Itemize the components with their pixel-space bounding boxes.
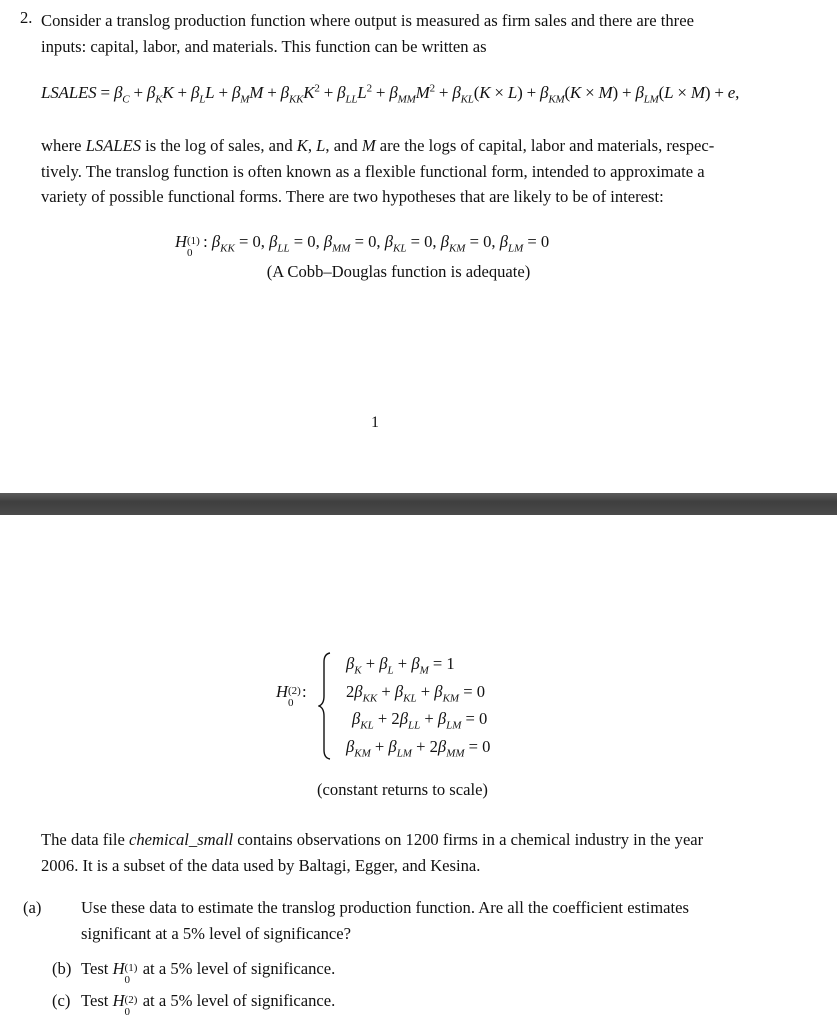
item-c-pre: Test [81, 991, 113, 1010]
data-paragraph [41, 827, 781, 878]
h2-equation-2: $2\beta_{KK} + \beta_{KL} + \beta_{KM} = 0$ [346, 682, 486, 705]
hypothesis-1-caption: (A Cobb–Douglas function is adequate) [266, 262, 531, 281]
hypothesis-2-caption: (constant returns to scale) [317, 780, 488, 799]
where-text: where [41, 136, 86, 155]
item-a-line-2: significant at a 5% level of significance? [81, 923, 351, 943]
page-1 [0, 0, 837, 493]
h2-equation-4: $\beta_{KM} + \beta_{LM} + 2\beta_{MM} = 0$ [346, 737, 491, 760]
k-term: K [296, 136, 308, 155]
h0-1-symbol: H [112, 959, 125, 978]
curly-brace [318, 652, 332, 760]
page-divider [0, 493, 837, 515]
where-text: are the logs of capital, labor and materials, respec- [375, 136, 715, 155]
translog-equation: LSALES = $\beta_C + \beta_KK + \beta_LL + \beta_MM + \beta_{KK}K^2 + \beta_{LL}L^2 + \beta_{MM}M^2 + \beta_{KL}(K \times L) + \beta_{KM}(K \times M) + \beta_{LM}(L \times M) + e$, [41, 82, 740, 106]
item-a [23, 895, 801, 946]
h0-2-symbol: H [112, 991, 125, 1010]
hypothesis-1: H (1) 0 : $\beta_{KK} = 0$, $\beta_{LL} = 0$, $\beta_{MM} = 0$, $\beta_{KL} = 0$, $\beta_{KM} = 0$, $\beta_{LM} = 0$ [175, 232, 550, 259]
l-term: L [316, 136, 326, 155]
where-line-3: variety of possible functional forms. There are two hypotheses that are likely to be of interest: [41, 187, 664, 206]
data-text: The data file [41, 830, 129, 849]
item-a-line-1: Use these data to estimate the translog production function. Are all the coefficient estimates [81, 898, 689, 917]
h2-equation-3: $\beta_{KL} + 2\beta_{LL} + \beta_{LM} = 0$ [352, 709, 488, 732]
question-number: 2. [20, 8, 33, 27]
data-line-2: 2006. It is a subset of the data used by Baltagi, Egger, and Kesina. [41, 855, 481, 875]
where-line-2: tively. The translog function is often known as a flexible functional form, intended to approximate a [41, 161, 705, 181]
item-label: (c) [52, 991, 71, 1010]
lsales-term: LSALES [85, 136, 142, 155]
hypothesis-2-label: H (2) : [276, 682, 307, 701]
data-line-1 [41, 827, 781, 853]
data-text: contains observations on 1200 firms in a chemical industry in the year [233, 830, 704, 849]
page-number: 1 [371, 414, 379, 431]
m-term: M [361, 136, 376, 155]
item-label: (b) [52, 959, 72, 978]
intro-line-1: Consider a translog production function where output is measured as firm sales and there are three [41, 11, 694, 30]
data-file-name: chemical_small [129, 830, 234, 849]
where-text: is the log of sales, and [141, 136, 297, 155]
item-c: (c) Test H (2) 0 at a 5% level of significance. [52, 988, 772, 1014]
intro-paragraph [41, 8, 781, 59]
intro-line-2: inputs: capital, labor, and materials. This function can be written as [41, 36, 487, 56]
item-label: (a) [23, 898, 42, 917]
item-b-post: at a 5% level of significance. [138, 959, 336, 978]
where-text: , [307, 136, 317, 155]
h2-equation-1: $\beta_K + \beta_L + \beta_M = 1$ [346, 654, 455, 677]
where-line-1 [41, 133, 781, 159]
page-2 [0, 515, 837, 1024]
item-b-pre: Test [81, 959, 113, 978]
where-text: , and [325, 136, 362, 155]
item-c-post: at a 5% level of significance. [138, 991, 336, 1010]
where-paragraph [41, 133, 781, 210]
item-b: (b) Test H (1) 0 at a 5% level of significance. [52, 956, 772, 982]
